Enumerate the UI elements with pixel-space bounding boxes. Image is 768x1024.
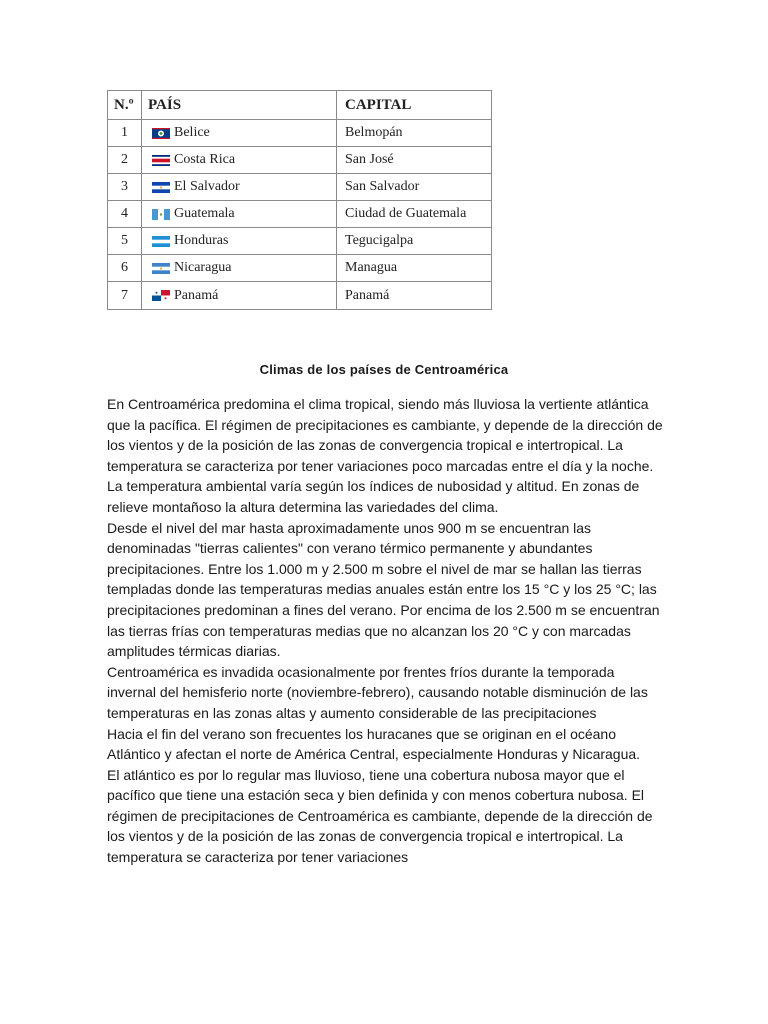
capital-cell: Belmopán — [337, 120, 492, 147]
table-row — [108, 120, 492, 147]
row-number: 6 — [108, 255, 142, 282]
row-number: 2 — [108, 147, 142, 174]
nicaragua-flag-icon — [152, 263, 170, 274]
capital-cell: Managua — [337, 255, 492, 282]
country-name: El Salvador — [174, 179, 240, 194]
country-name: Guatemala — [174, 206, 235, 221]
header-capital: CAPITAL — [337, 91, 492, 120]
country-cell — [142, 147, 337, 174]
paragraph: En Centroamérica predomina el clima tropical, siendo más lluviosa la vertiente atlántica que la pacífica. El régimen de precipitaciones es cambiante, y depende de la dirección de los vientos y de la posición de las zonas de convergencia tropical e intertropical. La temperatura se caracteriza por tener variaciones poco marcadas entre el día y la noche. La temperatura ambiental varía según los índices de nubosidad y altitud. En zonas de relieve montañoso la altura determina las variedades del clima. — [107, 396, 663, 515]
country-name: Belice — [174, 125, 210, 140]
country-cell — [142, 174, 337, 201]
country-name: Honduras — [174, 233, 229, 248]
country-name: Nicaragua — [174, 260, 232, 275]
paragraph: Centroamérica es invadida ocasionalmente por frentes fríos durante la temporada invernal del hemisferio norte (noviembre-febrero), causando notable disminución de las temperaturas en las zonas altas y aumento considerable de las precipitaciones — [107, 663, 648, 721]
countries-table — [107, 90, 492, 310]
table-row — [108, 255, 492, 282]
costa-rica-flag-icon — [152, 155, 170, 166]
table-row — [108, 201, 492, 228]
table-row — [108, 147, 492, 174]
table-row — [108, 228, 492, 255]
panama-flag-icon — [152, 290, 170, 301]
guatemala-flag-icon — [152, 209, 170, 220]
table-header-row — [108, 91, 492, 120]
row-number: 4 — [108, 201, 142, 228]
header-number: N.º — [108, 91, 142, 120]
capital-cell: Tegucigalpa — [337, 228, 492, 255]
country-name: Costa Rica — [174, 152, 236, 167]
country-cell — [142, 255, 337, 282]
header-country: PAÍS — [142, 91, 337, 120]
capital-cell: Panamá — [337, 282, 492, 310]
body-text — [107, 394, 663, 868]
paragraph: Desde el nivel del mar hasta aproximadamente unos 900 m se encuentran las denominadas "tierras calientes" con verano térmico permanente y abundantes precipitaciones. Entre los 1.000 m y 2.500 m sobre el nivel de mar se hallan las tierras templadas donde las temperaturas medias anuales están entre los 15 °C y los 25 °C; las precipitaciones predominan a fines del verano. Por encima de los 2.500 m se encuentran las tierras frías con temperaturas medias que no alcanzan los 20 °C y con marcadas amplitudes térmicas diarias. — [107, 519, 660, 660]
country-cell — [142, 201, 337, 228]
capital-cell: San Salvador — [337, 174, 492, 201]
belize-flag-icon — [152, 128, 170, 139]
table-row — [108, 174, 492, 201]
country-name: Panamá — [174, 287, 219, 303]
row-number: 7 — [108, 282, 142, 310]
el-salvador-flag-icon — [152, 182, 170, 193]
capital-cell: Ciudad de Guatemala — [337, 201, 492, 228]
country-cell — [142, 120, 337, 147]
paragraph: Hacia el fin del verano son frecuentes los huracanes que se originan en el océano Atlántico y afectan el norte de América Central, especialmente Honduras y Nicaragua. — [107, 725, 641, 763]
capital-cell: San José — [337, 147, 492, 174]
paragraph: El atlántico es por lo regular mas lluvioso, tiene una cobertura nubosa mayor que el pacífico que tiene una estación seca y bien definida y con menos cobertura nubosa. El régimen de precipitaciones de Centroamérica es cambiante, depende de la dirección de los vientos y de la posición de las zonas de convergencia tropical e intertropical. La temperatura se caracteriza por tener variaciones — [107, 766, 653, 866]
row-number: 5 — [108, 228, 142, 255]
honduras-flag-icon — [152, 236, 170, 247]
table-row — [108, 282, 492, 310]
country-cell — [142, 228, 337, 255]
row-number: 3 — [108, 174, 142, 201]
country-cell — [142, 282, 337, 310]
section-heading: Climas de los países de Centroamérica — [259, 362, 509, 377]
row-number: 1 — [108, 120, 142, 147]
